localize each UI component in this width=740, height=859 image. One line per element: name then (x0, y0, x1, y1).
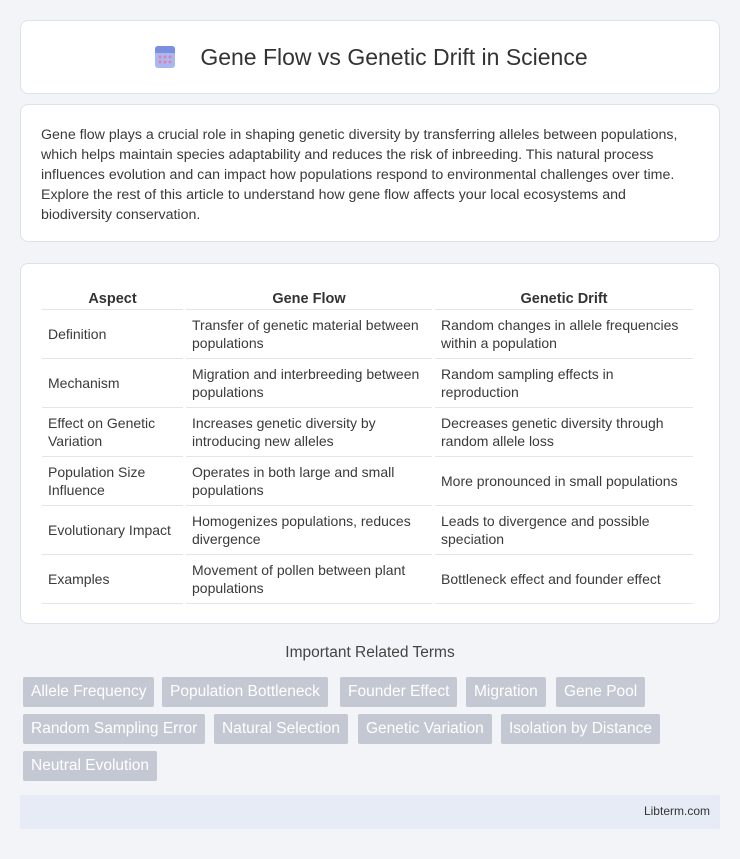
table-row (42, 408, 693, 457)
table-cell: Definition (42, 310, 183, 359)
column-header: Aspect (42, 282, 183, 310)
table-cell: Transfer of genetic material between populations (186, 310, 432, 359)
column-header: Gene Flow (186, 282, 432, 310)
term-tag[interactable]: Random Sampling Error (23, 714, 205, 744)
table-cell: Random changes in allele frequencies within a population (435, 310, 693, 359)
table-cell: Random sampling effects in reproduction (435, 359, 693, 408)
related-terms-title: Important Related Terms (285, 644, 455, 661)
table-cell: Population Size Influence (42, 457, 183, 506)
column-header: Genetic Drift (435, 282, 693, 310)
table-row (42, 457, 693, 506)
term-tag[interactable]: Isolation by Distance (501, 714, 660, 744)
table-cell: Decreases genetic diversity through random allele loss (435, 408, 693, 457)
intro-text: Gene flow plays a crucial role in shaping genetic diversity by transferring alleles between populations, which helps maintain species adaptability and reduces the risk of inbreeding. This natural process influences evolution and can impact how populations respond to environmental challenges over time. Explore the rest of this article to understand how gene flow affects your local ecosystems and biodiversity conservation. (41, 127, 678, 223)
table-cell: Mechanism (42, 359, 183, 408)
calculator-icon (152, 44, 178, 70)
table-cell: Homogenizes populations, reduces divergence (186, 506, 432, 555)
term-tag[interactable]: Migration (466, 677, 546, 707)
intro-card (20, 104, 720, 242)
title-card (20, 20, 720, 94)
comparison-table (39, 282, 696, 604)
term-tag[interactable]: Founder Effect (340, 677, 457, 707)
table-cell: Operates in both large and small populations (186, 457, 432, 506)
table-cell: Bottleneck effect and founder effect (435, 555, 693, 604)
table-cell: Examples (42, 555, 183, 604)
table-cell: More pronounced in small populations (435, 457, 693, 506)
table-row (42, 506, 693, 555)
table-row (42, 555, 693, 604)
table-cell: Movement of pollen between plant populations (186, 555, 432, 604)
table-cell: Effect on Genetic Variation (42, 408, 183, 457)
comparison-card (20, 263, 720, 624)
page-title: Gene Flow vs Genetic Drift in Science (200, 43, 588, 70)
term-tag[interactable]: Population Bottleneck (162, 677, 328, 707)
term-tag[interactable]: Allele Frequency (23, 677, 154, 707)
table-cell: Migration and interbreeding between populations (186, 359, 432, 408)
table-row (42, 359, 693, 408)
footer-site-link[interactable]: Libterm.com (643, 804, 710, 818)
term-tag[interactable]: Genetic Variation (358, 714, 492, 744)
table-header-row (42, 282, 693, 310)
table-cell: Increases genetic diversity by introducing new alleles (186, 408, 432, 457)
table-row (42, 310, 693, 359)
term-tag[interactable]: Neutral Evolution (23, 751, 157, 781)
footer (20, 795, 720, 829)
table-cell: Evolutionary Impact (42, 506, 183, 555)
term-tag[interactable]: Natural Selection (214, 714, 348, 744)
table-cell: Leads to divergence and possible speciation (435, 506, 693, 555)
term-tag[interactable]: Gene Pool (556, 677, 645, 707)
